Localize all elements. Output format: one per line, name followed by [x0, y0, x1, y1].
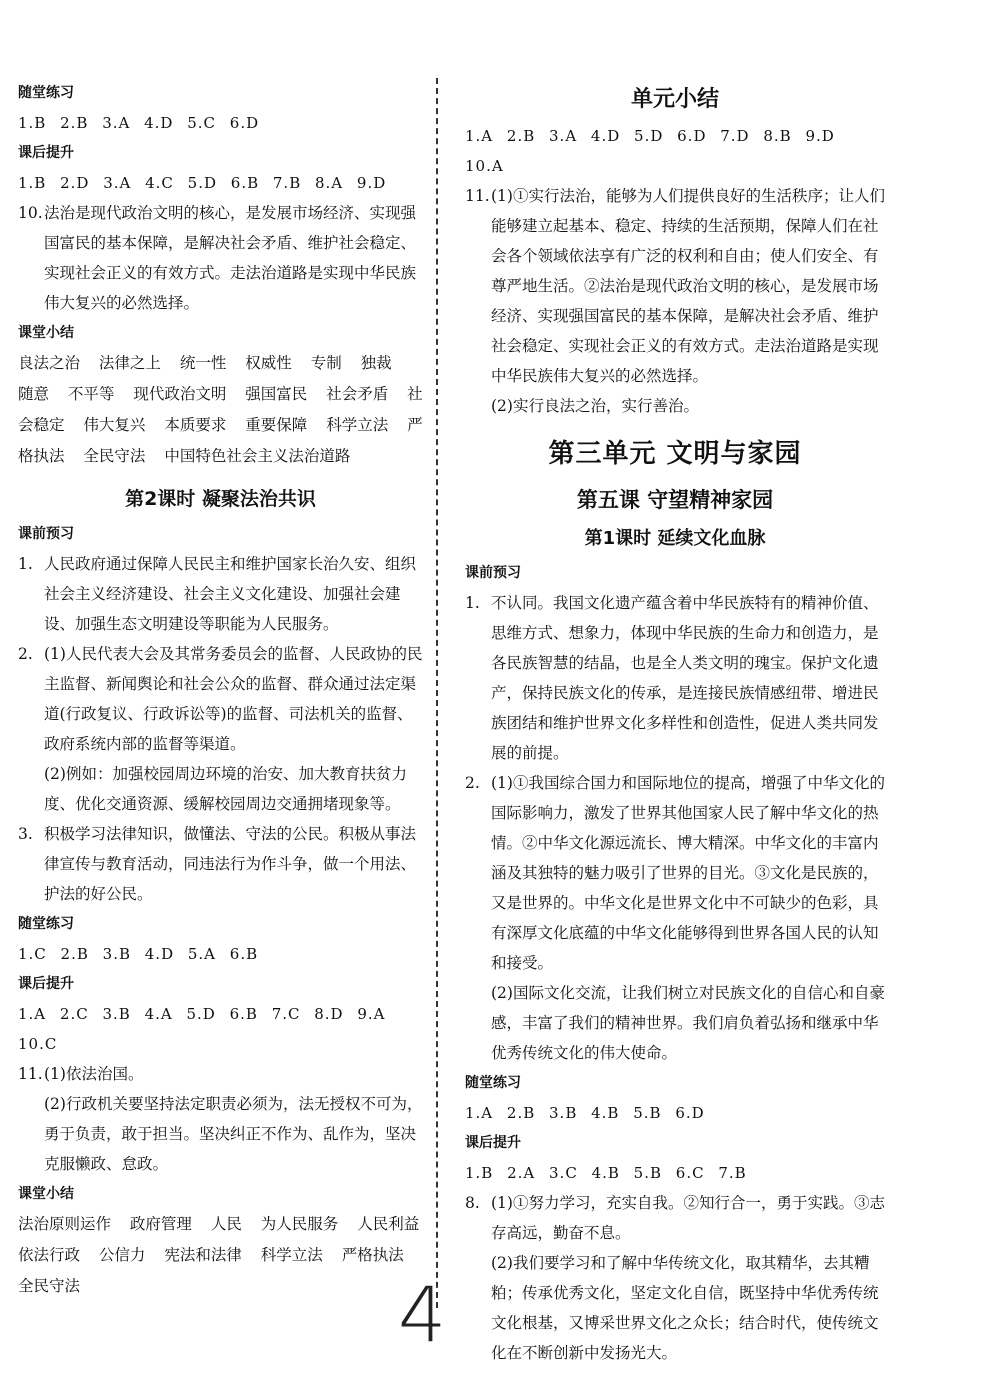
item-text: (1)①我国综合国力和国际地位的提高，增强了中华文化的国际影响力，激发了世界其他国家人民了解中华文化的热情。②中华文化源远流长、博大精深。中华文化的丰富内涵及其独特的魅力吸引了世界的目光。③文化是民族的，又是世界的。中华文化是世界文化中不可缺少的色彩，具有深厚文化底蕴的中华文化能够得到世界各国人民的认知和接受。 — [491, 774, 885, 972]
section-heading: 随堂练习 — [465, 1075, 521, 1091]
answer-item — [465, 588, 885, 768]
item-number: 8. — [465, 1194, 480, 1212]
item-text: (1)①实行法治，能够为人们提供良好的生活秩序；让人们能够建立起基本、稳定、持续的生活预期，保障人们在社会各个领域依法享有广泛的权利和自由；使人们安全、有尊严地生活。②法治是现代政治文明的核心，是发展市场经济、实现强国富民的基本保障，是解决社会矛盾、维护社会稳定、实现社会正义的有效方式。走法治道路是实现中华民族伟大复兴的必然选择。 — [491, 187, 885, 385]
item-text: (1)人民代表大会及其常务委员会的监督、人民政协的民主监督、新闻舆论和社会公众的监督、群众通过法定渠道(行政复议、行政诉讼等)的监督、司法机关的监督、政府系统内部的监督等渠道。 — [44, 645, 423, 753]
answer-item — [465, 768, 885, 978]
answer-item — [18, 639, 423, 759]
answer-item — [18, 1059, 423, 1089]
section-heading: 课后提升 — [18, 145, 74, 161]
section-heading: 课堂小结 — [18, 325, 74, 341]
item-subtext: (2)实行良法之治，实行善治。 — [491, 397, 699, 415]
right-column — [465, 78, 885, 1368]
left-column — [18, 78, 423, 1302]
item-number: 10. — [18, 204, 43, 222]
answer-line: 1.A 2.B 3.A 4.D 5.D 6.D 7.D 8.B 9.D — [465, 127, 835, 145]
summary-keywords: 法治原则运作 政府管理 人民 为人民服务 人民利益 依法行政 公信力 宪法和法律 科学立法 严格执法 全民守法 — [18, 1215, 420, 1295]
section-heading: 课后提升 — [465, 1135, 521, 1151]
section-heading: 随堂练习 — [18, 916, 74, 932]
column-divider — [436, 78, 438, 1308]
answer-item — [18, 549, 423, 639]
answer-item — [18, 819, 423, 909]
item-number: 11. — [465, 187, 490, 205]
answer-line: 1.B 2.B 3.A 4.D 5.C 6.D — [18, 114, 260, 132]
answer-item — [465, 1188, 885, 1248]
item-subtext: (2)我们要学习和了解中华传统文化，取其精华，去其糟粕；传承优秀文化，坚定文化自信，既坚持中华优秀传统文化根基，又博采世界文化之众长；结合时代，使传统文化在不断创新中发扬光大。 — [491, 1254, 879, 1362]
item-text: (1)①努力学习，充实自我。②知行合一，勇于实践。③志存高远，勤奋不息。 — [491, 1194, 885, 1242]
page-number: 4 — [398, 1270, 447, 1359]
item-text: 积极学习法律知识，做懂法、守法的公民。积极从事法律宣传与教育活动，同违法行为作斗争，做一个用法、护法的好公民。 — [44, 825, 417, 903]
lesson-title: 第2课时 凝聚法治共识 — [125, 488, 316, 510]
answer-line: 1.A 2.B 3.B 4.B 5.B 6.D — [465, 1104, 705, 1122]
answer-line: 1.C 2.B 3.B 4.D 5.A 6.B — [18, 945, 259, 963]
section-heading: 课后提升 — [18, 976, 74, 992]
section-heading: 课堂小结 — [18, 1186, 74, 1202]
item-subtext: (2)国际文化交流，让我们树立对民族文化的自信心和自豪感，丰富了我们的精神世界。我们肩负着弘扬和继承中华优秀传统文化的伟大使命。 — [491, 984, 885, 1062]
item-text: 人民政府通过保障人民民主和维护国家长治久安、组织社会主义经济建设、社会主义文化建设、加强社会建设、加强生态文明建设等职能为人民服务。 — [44, 555, 417, 633]
answer-item — [465, 181, 885, 391]
item-subtext: (2)行政机关要坚持法定职责必须为，法无授权不可为，勇于负责，敢于担当。坚决纠正不作为、乱作为，坚决克服懒政、怠政。 — [44, 1095, 423, 1173]
answer-line: 10.C — [18, 1035, 58, 1053]
answer-line: 1.B 2.A 3.C 4.B 5.B 6.C 7.B — [465, 1164, 747, 1182]
item-number: 1. — [18, 555, 33, 573]
item-text: (1)依法治国。 — [44, 1065, 144, 1083]
item-text: 法治是现代政治文明的核心，是发展市场经济、实现强国富民的基本保障，是解决社会矛盾、维护社会稳定、实现社会正义的有效方式。走法治道路是实现中华民族伟大复兴的必然选择。 — [44, 204, 417, 312]
summary-keywords: 良法之治 法律之上 统一性 权威性 专制 独裁 随意 不平等 现代政治文明 强国富民 社会矛盾 社会稳定 伟大复兴 本质要求 重要保障 科学立法 严格执法 全民守法 中国特色社会主义法治道路 — [18, 354, 423, 465]
item-number: 2. — [18, 645, 33, 663]
answer-line: 1.A 2.C 3.B 4.A 5.D 6.B 7.C 8.D 9.A — [18, 1005, 386, 1023]
lesson-title: 第五课 守望精神家园 — [576, 488, 774, 512]
answer-line: 10.A — [465, 157, 504, 175]
section-heading: 随堂练习 — [18, 85, 74, 101]
item-text: 不认同。我国文化遗产蕴含着中华民族特有的精神价值、思维方式、想象力，体现中华民族的生命力和创造力，是各民族智慧的结晶，也是全人类文明的瑰宝。保护文化遗产，保持民族文化的传承，是连接民族情感纽带、增进民族团结和维护世界文化多样性和创造性，促进人类共同发展的前提。 — [491, 594, 879, 762]
unit-title: 第三单元 文明与家园 — [548, 439, 802, 469]
item-number: 2. — [465, 774, 480, 792]
unit-summary-title: 单元小结 — [630, 87, 719, 112]
section-heading: 课前预习 — [18, 526, 74, 542]
item-number: 3. — [18, 825, 33, 843]
answer-item — [18, 198, 423, 318]
item-number: 1. — [465, 594, 480, 612]
item-number: 11. — [18, 1065, 43, 1083]
section-heading: 课前预习 — [465, 565, 521, 581]
period-title: 第1课时 延续文化血脉 — [584, 528, 766, 549]
item-subtext: (2)例如：加强校园周边环境的治安、加大教育扶贫力度、优化交通资源、缓解校园周边交通拥堵现象等。 — [44, 765, 407, 813]
answer-line: 1.B 2.D 3.A 4.C 5.D 6.B 7.B 8.A 9.D — [18, 174, 387, 192]
